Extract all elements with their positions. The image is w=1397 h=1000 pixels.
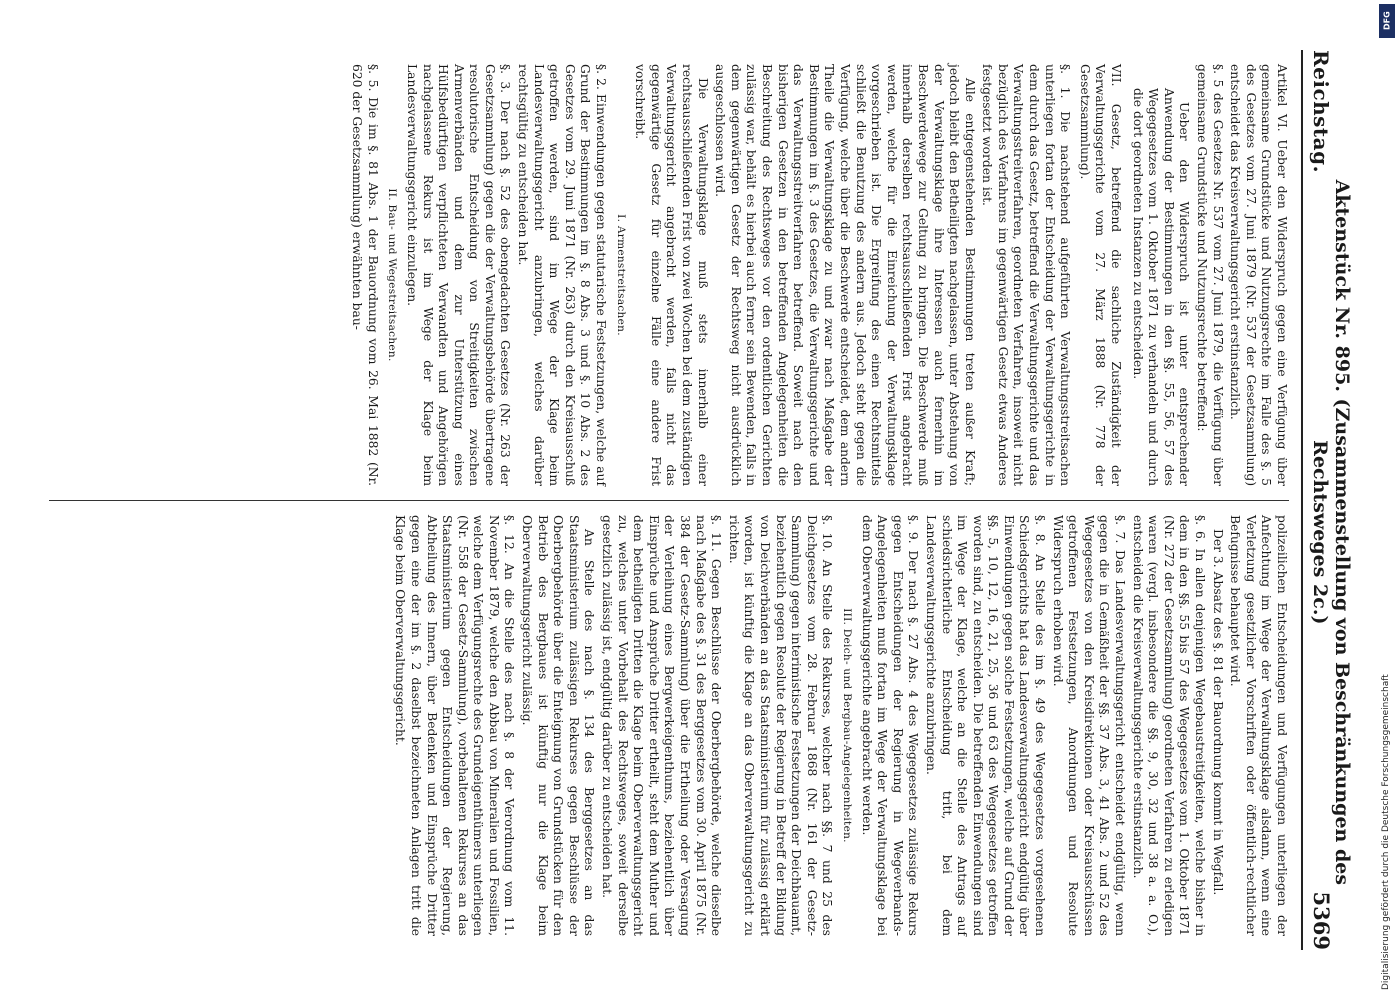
paragraph: §. 1. Die nachstehend aufgeführten Verwaltungsstreitsachen unterliegen fortan der Entscheidung der Verwaltungsgerichte in dem durch das Gesetz, betreffend die Verwaltungsgerichte und das Verwaltungsstreitverfahren, geordneten Verfahren, insoweit nicht bezüglich des Verfahrens im gegenwärtigen Gesetz etwas Anderes festgesetzt worden ist. xyxy=(979,64,1072,486)
law-heading: VII. Gesetz, betreffend die sachliche Zuständigkeit der Verwaltungsgerichte vom 27. März 1888 (Nr. 778 der Gesetzsammlung). xyxy=(1077,64,1123,486)
paragraph: §. 3. Der nach §. 52 des obengedachten Gesetzes (Nr. 263 der Gesetzsammlung) gegen die der Verwaltungsbehörde übertragene resolutorische Entscheidung von Streitigkeiten zwischen Armenverbänden und dem zur Unterstützung eines Hülfsbedürftigen verpflichteten Verwandten und Angehörigen nachgelassene Rekurs ist im Wege der Klage beim Landesverwaltungsgericht einzulegen. xyxy=(404,64,512,486)
page-header xyxy=(1301,50,1353,950)
digitization-text: Digitalisierung gefördert durch die Deutsche Forschungsgemeinschaft xyxy=(1381,674,1391,990)
paragraph: Der 3. Absatz des §. 81 der Bauordnung kommt in Wegfall. xyxy=(1210,529,1225,896)
paragraph: §. 9. Der nach §. 27 Abs. 4 des Wegegesetzes zulässige Rekurs gegen Entscheidungen der Regierung in Wegeverbands-Angelegenheiten muß fortan im Wege der Verwaltungsklage bei dem Oberverwaltungsgerichte angebracht werden. xyxy=(859,515,920,936)
paragraph: polizeilichen Entscheidungen und Verfügungen unterliegen der Anfechtung im Wege der Verwaltungsklage alsdann, wenn eine Verletzung gesetzlicher Vorschriften oder öffentlich-rechtlicher Befugnisse behauptet wird. xyxy=(1227,515,1289,936)
left-column xyxy=(49,50,1289,500)
paragraph: §. 6. In allen denjenigen Wegebaustreitigkeiten, welche bisher in dem in den §§. 55 bis 57 des Wegegesetzes vom 1. Oktober 1871 (Nr. 272 der Gesetzsammlung) geordneten Verfahren zu erledigen waren (vergl. insbesondere die §§. 9, 30, 32 und 38 a. a. O.), entscheiden die Kreisverwaltungsgerichte erstinstanzlich. xyxy=(1130,515,1207,936)
section-heading: II. Bau- und Wegestreitsachen. xyxy=(385,188,398,362)
paragraph: Alle entgegenstehenden Bestimmungen treten außer Kraft; jedoch bleibt den Betheiligten nachgelassen, unter Abstehung von der Verwaltungsklage ihre Interessen auch fernerhin im Beschwerdewege zur Geltung zu bringen. Die Beschwerde muß innerhalb derselben rechtsausschließenden Frist angebracht werden, welche für die Einreichung der Verwaltungsklage vorgeschrieben ist. Die Ergreifung des einen Rechtsmittels schließt die Benutzung des andern aus. Jedoch steht gegen die Verfügung, welche über die Beschwerde entscheidet, dem andern Theile die Verwaltungsklage zu und zwar nach Maßgabe der Bestimmungen im §. 3 des Gesetzes, die Verwaltungsgerichte und das Verwaltungsstreitverfahren betreffend. Soweit nach den bisherigen Gesetzen in den betreffenden Angelegenheiten die Beschreitung des Rechtsweges vor den ordentlichen Gerichten zulässig war, behält es hierbei auch ferner sein Bewenden, falls in dem gegenwärtigen Gesetz der Rechtsweg nicht ausdrücklich ausgeschlossen wird. xyxy=(712,64,977,486)
paragraph: §. 12. An die Stelle des nach §. 8 der Verordnung vom 11. November 1879, welche den Abbau von Mineralien und Fossilien, welche dem Verfügungsrechte des Grundeigenthümers unterliegen (Nr. 558 der Gesetz-Sammlung), vorbehaltenen Rekurses an das Staatsministerium gegen Entscheidungen der Regierung, Abtheilung des Innern, über Bedenken und Einsprüche Dritter gegen eine der im §. 2 daselbst bezeichneten Anlagen tritt die Klage beim Oberverwaltungsgericht. xyxy=(392,515,516,936)
header-title: Aktenstück Nr. 895. (Zusammenstellung von Beschränkungen des Rechtsweges 2c.) xyxy=(1308,179,1353,886)
paragraph: §. 10. An Stelle des Rekurses, welcher nach §§. 7 und 25 des Deichgesetzes vom 28. Februar 1868 (Nr. 161 der Gesetz-Sammlung) gegen interimistische Festsetzungen der Deichbauamt, beziehentlich gegen Resolute der Regierung in Betreff der Bildung von Deichverbänden an das Staatsministerium für zulässig erklärt worden, ist künftig die Klage an das Oberverwaltungsgericht zu richten. xyxy=(726,515,834,936)
paragraph: §. 11. Gegen Beschlüsse der Oberbergbehörde, welche dieselbe nach Maßgabe des §. 31 des Berggesetzes vom 30. April 1875 (Nr. 384 der Gesetz-Sammlung) über die Ertheilung oder Versagung der Verleihung eines Bergwerkeigenthums, beziehentlich über Einsprüche und Ansprüche Dritter ertheilt, steht dem Muther und dem betheiligten Dritten die Klage beim Oberverwaltungsgericht zu, welches unter Vorbehalt des Rechtsweges, soweit derselbe gesetzlich zulässig ist, endgültig darüber zu entscheiden hat. xyxy=(599,515,723,936)
paragraph: Die Verwaltungsklage muß stets innerhalb einer rechtsausschließenden Frist von zwei Wochen bei dem zuständigen Verwaltungsgericht angebracht werden, falls nicht das gegenwärtige Gesetz für einzelne Fälle eine andere Frist vorschreibt. xyxy=(632,64,710,486)
page-number: 5369 xyxy=(1308,891,1334,950)
paragraph: §. 8. An Stelle des im §. 49 des Wegegesetzes vorgesehenen Schiedsgerichts hat das Landesverwaltungsgericht endgültig über Einwendungen gegen solche Festsetzungen, welche auf Grund der §§. 5, 10, 12, 16, 21, 25, 36 und 63 des Wegegesetzes getroffen worden sind, zu entscheiden. Die betreffenden Einwendungen sind im Wege der Klage, welche an die Stelle des Antrags auf schiedsrichterliche Entscheidung tritt, bei dem Landesverwaltungsgerichte anzubringen. xyxy=(923,515,1047,936)
section-heading: III. Deich- und Bergbau-Angelegenheiten. xyxy=(840,608,853,843)
paragraph: §. 2. Einwendungen gegen statutarische Festsetzungen, welche auf Grund der Bestimmungen im §. 8 Abs. 3 und §. 10 Abs. 2 des Gesetzes vom 29. Juni 1871 (Nr. 263) durch den Kreisausschuß getroffen werden, sind im Wege der Klage beim Landesverwaltungsgericht anzubringen, welches darüber rechtsgültig zu entscheiden hat. xyxy=(515,64,608,486)
digitization-credit xyxy=(1377,10,1391,990)
dfg-logo-icon: DFG xyxy=(1379,4,1395,38)
paragraph: An Stelle des nach §. 134 des Berggesetzes an das Staatsministerium zulässigen Rekurses gegen Beschlüsse der Oberbergbehörde über die Enteignung von Grundstücken für den Betrieb des Bergbaues ist künftig nur die Klage beim Oberverwaltungsgericht zulässig. xyxy=(519,515,596,936)
paragraph: §. 5. Die im §. 81 Abs. 1 der Bauordnung vom 26. Mai 1882 (Nr. 620 der Gesetzsammlung) erwähnten bau- xyxy=(349,64,380,486)
paragraph: Ueber den Widerspruch ist unter entsprechender Anwendung der Bestimmungen in den §§. 55, 56, 57 des Wegegesetzes vom 1. Oktober 1871 zu verhandeln und durch die dort geordneten Instanzen zu entscheiden. xyxy=(1130,88,1191,486)
section-heading: I. Armenstreitsachen. xyxy=(614,214,627,336)
header-reichstag: Reichstag. xyxy=(1308,50,1333,174)
paragraph: §. 7. Das Landesverwaltungsgericht entscheidet endgültig, wenn gegen die in Gemäßheit der §§. 37 Abs. 3, 41 Abs. 2 und 52 des Wegegesetzes von den Kreisdirektionen oder Kreisausschüssen getroffenen Festsetzungen, Anordnungen und Resolute Widerspruch erhoben wird. xyxy=(1050,515,1127,936)
text-columns xyxy=(49,50,1289,950)
paragraph: Artikel VI. Ueber den Widerspruch gegen eine Verfügung über gemeinsame Grundstücke und Nutzungsrechte im Falle des §. 5 des Gesetzes vom 27. Juni 1879 (Nr. 537 der Gesetzsammlung) entscheidet das Kreisverwaltungsgericht erstinstanzlich. xyxy=(1227,64,1289,486)
right-column xyxy=(49,500,1289,950)
document-page xyxy=(49,40,1353,960)
paragraph: §. 5 des Gesetzes Nr. 537 vom 27. Juni 1879, die Verfügung über gemeinsame Grundstücke und Nutzungsrechte betreffend: xyxy=(1194,64,1225,486)
